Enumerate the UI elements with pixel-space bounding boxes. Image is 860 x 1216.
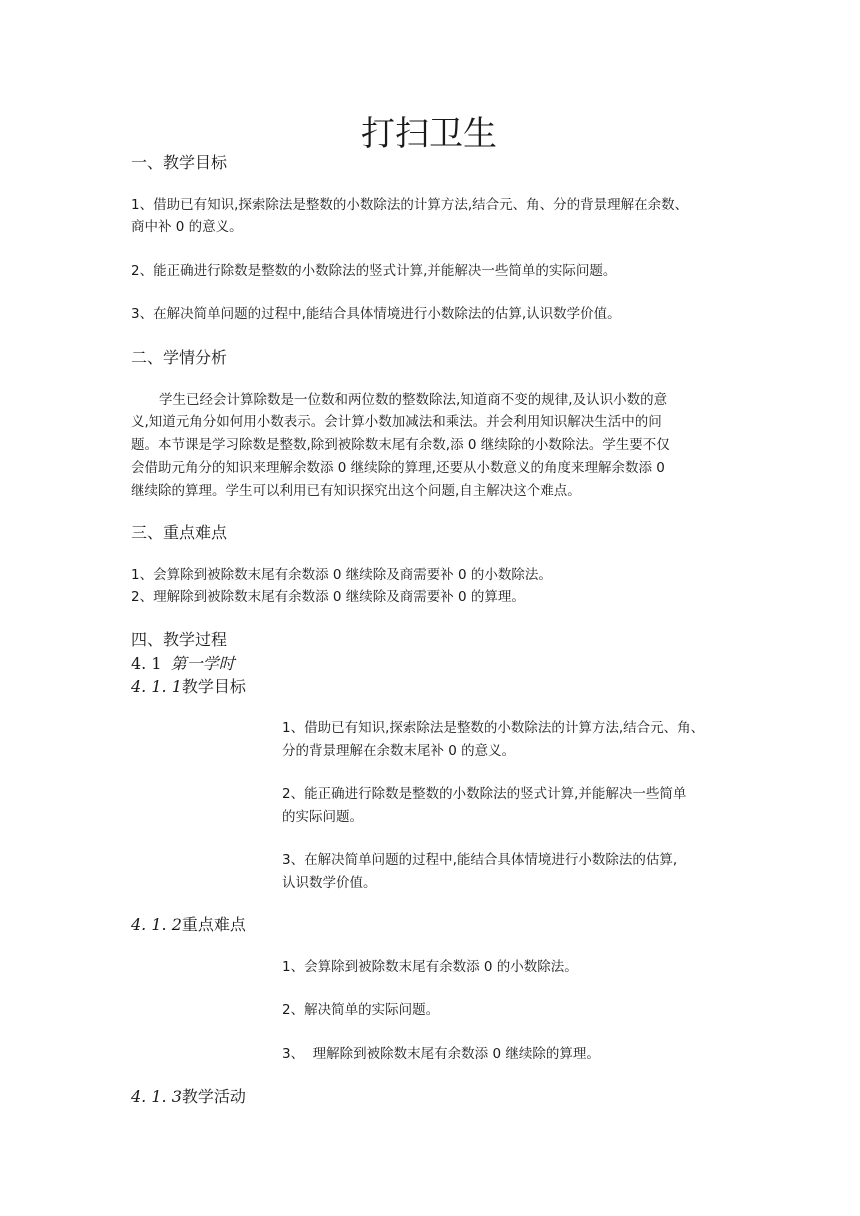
- key-point-2: 2、理解除到被除数末尾有余数添 0 继续除及商需要补 0 的算理。: [131, 589, 525, 605]
- goal-item-2-line1: 2、能正确进行除数是整数的小数除法的竖式计算,并能解决一些简单: [282, 786, 687, 802]
- objective-item-2: 2、能正确进行除数是整数的小数除法的竖式计算,并能解决一些简单的实际问题。: [131, 263, 617, 279]
- goal-item-3-line2: 认识数学价值。: [282, 875, 377, 891]
- goal-item-3-line1: 3、在解决简单问题的过程中,能结合具体情境进行小数除法的估算,: [282, 852, 678, 868]
- analysis-line-4: 会借助元角分的知识来理解余数添 0 继续除的算理,还要从小数意义的角度来理解余数添 0: [131, 460, 665, 476]
- subheading-number: 4. 1. 1: [131, 677, 182, 696]
- subheading-text: 教学活动: [181, 1087, 246, 1106]
- analysis-line-2: 义,知道元角分如何用小数表示。会计算小数加减法和乘法。并会利用知识解决生活中的问: [131, 414, 662, 430]
- subheading-number: 4. 1: [131, 654, 162, 673]
- goal-item-1-line2: 分的背景理解在余数末尾补 0 的意义。: [282, 743, 516, 759]
- section-heading-process: 四、教学过程: [131, 630, 228, 649]
- difficulty-item-1: 1、会算除到被除数末尾有余数添 0 的小数除法。: [282, 959, 578, 975]
- subheading-goals: [131, 674, 246, 697]
- difficulty-item-3: 3、 理解除到被除数末尾有余数添 0 继续除的算理。: [282, 1046, 600, 1062]
- subheading-text: 重点难点: [181, 915, 246, 934]
- objective-item-3: 3、在解决简单问题的过程中,能结合具体情境进行小数除法的估算,认识数学价值。: [131, 306, 621, 322]
- goal-item-2-line2: 的实际问题。: [282, 809, 363, 825]
- subheading-text: 教学目标: [181, 677, 246, 696]
- subheading-text: 第一学时: [170, 654, 235, 673]
- goal-item-1-line1: 1、借助已有知识,探索除法是整数的小数除法的计算方法,结合元、角、: [282, 720, 705, 736]
- subheading-number: 4. 1. 3: [131, 1087, 182, 1106]
- section-heading-analysis: 二、学情分析: [131, 348, 228, 367]
- objective-item-1-line2: 商中补 0 的意义。: [131, 219, 243, 235]
- difficulty-item-2: 2、解决简单的实际问题。: [282, 1002, 440, 1018]
- subheading-first-lesson: [131, 651, 235, 674]
- objective-item-1-line1: 1、借助已有知识,探索除法是整数的小数除法的计算方法,结合元、角、分的背景理解在余数、: [131, 197, 689, 213]
- subheading-difficulties: [131, 912, 246, 935]
- section-heading-key-points: 三、重点难点: [131, 523, 228, 542]
- key-point-1: 1、会算除到被除数末尾有余数添 0 继续除及商需要补 0 的小数除法。: [131, 567, 552, 583]
- subheading-number: 4. 1. 2: [131, 915, 182, 934]
- section-heading-objectives: 一、教学目标: [131, 153, 228, 172]
- subheading-activities: [131, 1084, 246, 1107]
- analysis-line-5: 继续除的算理。学生可以利用已有知识探究出这个问题,自主解决这个难点。: [131, 483, 581, 499]
- document-title: 打扫卫生: [361, 114, 497, 154]
- analysis-line-1: 学生已经会计算除数是一位数和两位数的整数除法,知道商不变的规律,及认识小数的意: [159, 392, 668, 408]
- analysis-line-3: 题。本节课是学习除数是整数,除到被除数末尾有余数,添 0 继续除的小数除法。学生要不仅: [131, 437, 670, 453]
